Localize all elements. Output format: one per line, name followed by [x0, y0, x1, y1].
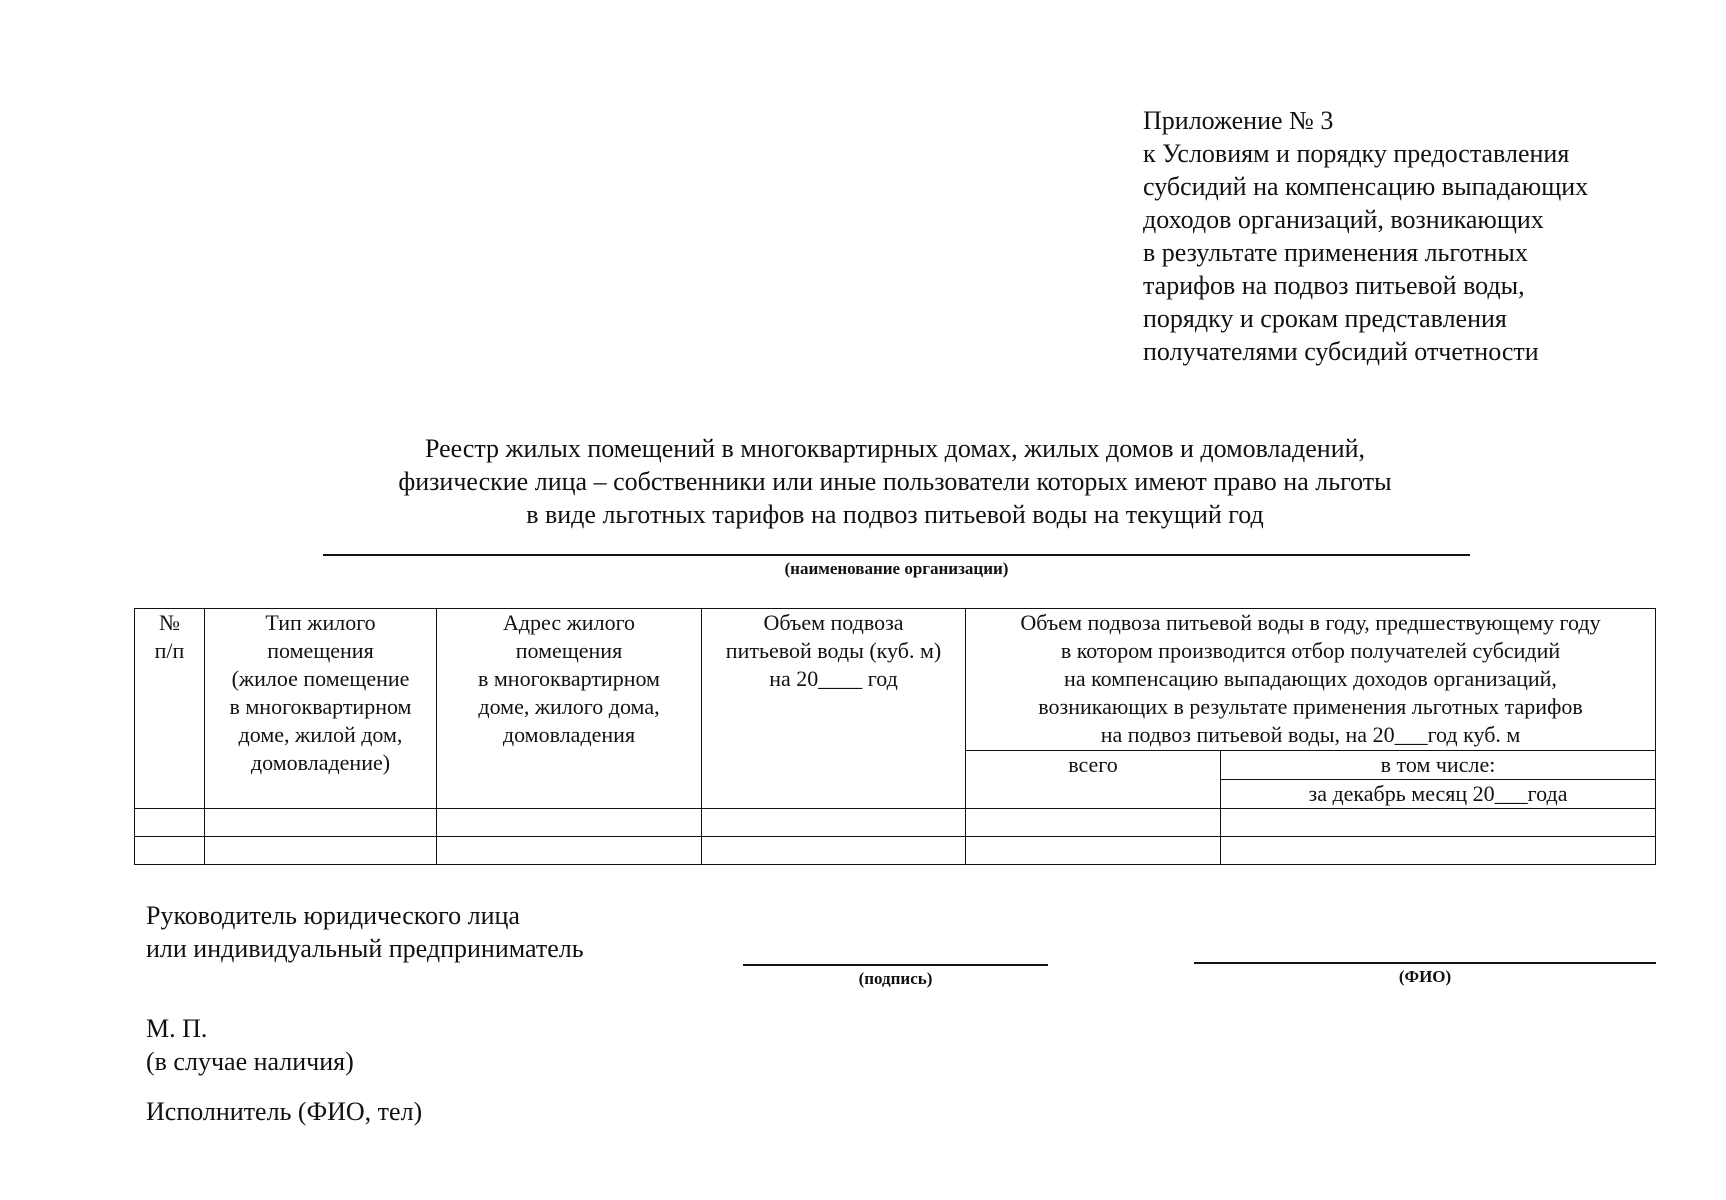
table-cell[interactable]: [135, 837, 205, 865]
table-cell[interactable]: [702, 809, 966, 837]
header-address: Адрес жилого помещения в многоквартирном доме, жилого дома, домовладения: [437, 609, 702, 809]
organization-name-caption: (наименование организации): [784, 559, 1009, 578]
appendix-line: в результате применения льготных: [1143, 238, 1528, 267]
table-cell[interactable]: [437, 809, 702, 837]
signature-line: [743, 964, 1048, 966]
title-line: физические лица – собственники или иные пользователи которых имеют право на льготы: [398, 467, 1392, 496]
appendix-line: Приложение № 3: [1143, 106, 1334, 135]
table-cell[interactable]: [1221, 837, 1656, 865]
signature-caption: (подпись): [858, 969, 933, 988]
table-cell[interactable]: [702, 837, 966, 865]
header-total: всего: [966, 751, 1221, 809]
executor-label: Исполнитель (ФИО, тел): [146, 1097, 423, 1126]
head-of-entity-label: Руководитель юридического лица или индивидуальный предприниматель: [146, 901, 584, 963]
table-cell[interactable]: [205, 809, 437, 837]
stamp-label: М. П. (в случае наличия): [146, 1014, 354, 1076]
table-cell[interactable]: [135, 809, 205, 837]
header-row: [135, 609, 1656, 751]
fio-line: [1194, 962, 1656, 964]
appendix-line: доходов организаций, возникающих: [1143, 205, 1544, 234]
organization-name-line: [323, 554, 1470, 556]
table-cell[interactable]: [1221, 809, 1656, 837]
table-row: [135, 809, 1656, 837]
appendix-line: получателями субсидий отчетности: [1143, 337, 1539, 366]
title-line: Реестр жилых помещений в многоквартирных домах, жилых домов и домовладений,: [424, 434, 1366, 463]
table-cell[interactable]: [205, 837, 437, 865]
table-cell[interactable]: [966, 837, 1221, 865]
fio-caption: (ФИО): [1398, 967, 1452, 986]
appendix-line: к Условиям и порядку предоставления: [1143, 139, 1570, 168]
header-num: № п/п: [135, 609, 205, 809]
header-december: за декабрь месяц 20___года: [1221, 780, 1656, 809]
table-cell[interactable]: [966, 809, 1221, 837]
appendix-line: субсидий на компенсацию выпадающих: [1143, 172, 1589, 201]
registry-table: [134, 608, 1656, 865]
table-cell[interactable]: [437, 837, 702, 865]
header-including: в том числе:: [1221, 751, 1656, 780]
header-prev-year-volume: Объем подвоза питьевой воды в году, предшествующему году в котором производится отбор получателей субсидий на компенсацию выпадающих доходов организаций, возникающих в результате применения льготных тарифов на подвоз питьевой воды, на 20___год куб. м: [966, 609, 1656, 751]
appendix-line: тарифов на подвоз питьевой воды,: [1143, 271, 1525, 300]
table-row: [135, 837, 1656, 865]
header-type: Тип жилого помещения (жилое помещение в многоквартирном доме, жилой дом, домовладение): [205, 609, 437, 809]
appendix-line: порядку и срокам представления: [1143, 304, 1507, 333]
document-title: [0, 432, 1726, 531]
appendix-header: [1143, 104, 1588, 368]
title-line: в виде льготных тарифов на подвоз питьевой воды на текущий год: [526, 500, 1264, 529]
header-volume: Объем подвоза питьевой воды (куб. м) на 20____ год: [702, 609, 966, 809]
registry-table-wrapper: [134, 608, 1656, 865]
